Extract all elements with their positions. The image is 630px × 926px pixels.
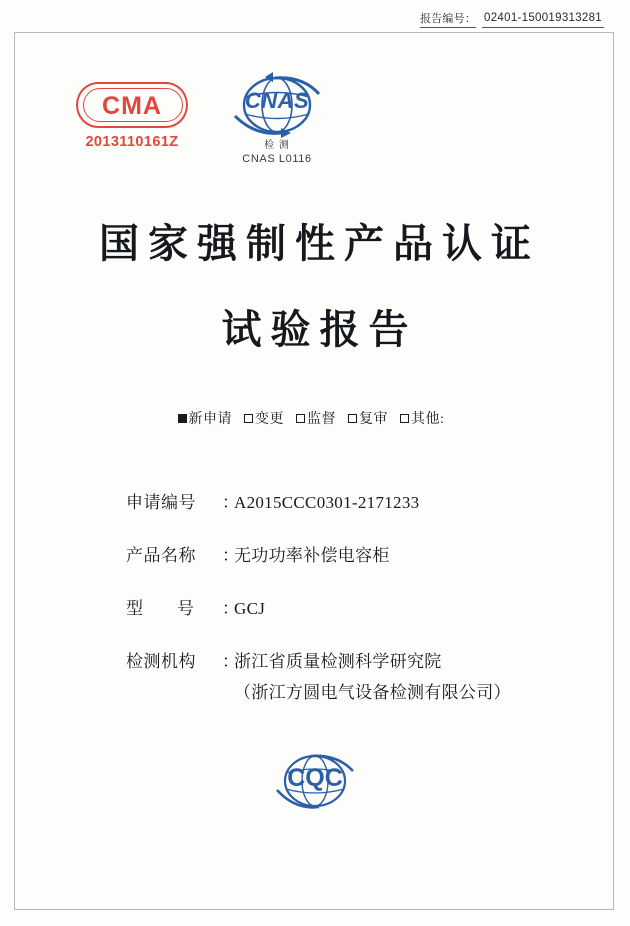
field-label-product-name: 产品名称 <box>126 546 196 566</box>
field-colon: ： <box>222 493 239 512</box>
cnas-subtitle: 检 测 <box>264 140 290 151</box>
accreditation-marks <box>0 72 630 182</box>
checkbox-empty-icon[interactable] <box>400 414 409 423</box>
checkbox-empty-icon[interactable] <box>348 414 357 423</box>
field-colon: ： <box>222 652 239 671</box>
application-type-option-new[interactable] <box>178 412 233 427</box>
cma-badge-icon <box>76 82 188 128</box>
field-label-application-number: 申请编号 <box>126 493 196 513</box>
report-number <box>420 12 604 28</box>
field-testing-organization <box>126 647 546 703</box>
cma-mark-text: CMA <box>102 92 162 120</box>
cma-mark <box>72 82 192 150</box>
field-label-model: 型 号 <box>126 599 194 619</box>
field-value-product-name: 无功功率补偿电容柜 <box>234 546 390 565</box>
checkbox-empty-icon[interactable] <box>296 414 305 423</box>
page-subtitle: 试验报告 <box>221 306 418 353</box>
field-colon: ： <box>222 546 239 565</box>
cqc-globe-icon <box>269 750 361 812</box>
field-value-testing-organization: 浙江省质量检测科学研究院 <box>234 652 442 671</box>
report-number-value: 02401-150019313281 <box>482 12 604 28</box>
cqc-mark-text: CQC <box>287 764 343 792</box>
application-type-label-new: 新申请 <box>188 412 233 427</box>
field-product-name <box>126 541 546 566</box>
field-label-testing-organization: 检测机构 <box>126 652 196 672</box>
application-type-option-supervision[interactable] <box>296 412 336 427</box>
field-value-testing-organization-alt: （浙江方圆电气设备检测有限公司） <box>234 683 511 702</box>
report-number-label: 报告编号： <box>420 13 476 28</box>
application-type-option-review[interactable] <box>348 412 388 427</box>
application-type-label-change: 变更 <box>255 412 285 427</box>
application-type-label-supervision: 监督 <box>307 412 337 427</box>
application-type-label-review: 复审 <box>359 412 389 427</box>
field-colon: ： <box>222 599 239 618</box>
cnas-lab-code: CNAS L0116 <box>242 153 312 165</box>
field-value-application-number: A2015CCC0301-2171233 <box>234 493 420 512</box>
application-type-label-other: 其他: <box>411 412 445 427</box>
cnas-globe-icon <box>225 72 329 138</box>
cqc-mark <box>0 750 630 812</box>
field-value-model: GCJ <box>234 599 266 618</box>
cnas-mark <box>212 72 342 165</box>
cma-certificate-code: 2013110161Z <box>85 134 179 150</box>
field-model <box>126 594 546 619</box>
application-type-option-other[interactable] <box>400 412 444 427</box>
report-fields <box>126 488 546 703</box>
checkbox-empty-icon[interactable] <box>244 414 253 423</box>
field-application-number <box>126 488 546 513</box>
cnas-mark-text: CNAS <box>244 88 310 113</box>
checkbox-checked-icon[interactable] <box>178 414 187 423</box>
application-type-row <box>0 408 630 428</box>
application-type-option-change[interactable] <box>244 412 284 427</box>
page-title: 国家强制性产品认证 <box>99 220 540 267</box>
